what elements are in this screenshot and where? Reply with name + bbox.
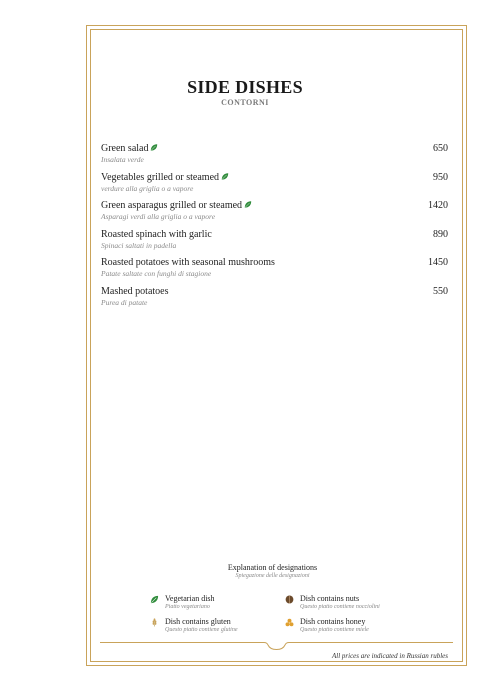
menu-item bbox=[101, 286, 448, 315]
item-price: 950 bbox=[433, 171, 448, 183]
page-subtitle: CONTORNI bbox=[221, 98, 269, 107]
menu-item bbox=[101, 257, 448, 286]
bottom-divider bbox=[100, 642, 453, 650]
legend-label-translation: Piatto vegetariano bbox=[165, 604, 210, 610]
wheat-icon bbox=[150, 618, 159, 627]
item-name: Roasted spinach with garlic bbox=[101, 228, 212, 240]
item-translation: verdure alla griglia o a vapore bbox=[101, 183, 194, 193]
menu-item bbox=[101, 172, 448, 201]
item-price: 890 bbox=[433, 228, 448, 240]
legend-label: Dish contains nuts bbox=[300, 594, 360, 603]
menu-item bbox=[101, 200, 448, 229]
leaf-icon bbox=[150, 595, 159, 604]
prices-note: All prices are indicated in Russian rubles bbox=[331, 652, 448, 660]
nut-icon bbox=[285, 595, 294, 604]
item-name: Green asparagus grilled or steamed bbox=[101, 200, 243, 211]
item-translation: Asparagi verdi alla griglia o a vapore bbox=[101, 212, 216, 221]
item-name: Mashed potatoes bbox=[101, 285, 169, 297]
leaf-icon bbox=[244, 200, 252, 209]
item-name: Green salad bbox=[101, 143, 149, 154]
menu-list bbox=[101, 143, 448, 314]
legend-label: Vegetarian dish bbox=[165, 594, 215, 603]
item-name: Vegetables grilled or steamed bbox=[101, 171, 220, 183]
legend-label: Dish contains gluten bbox=[165, 617, 231, 626]
item-translation: Insalata verde bbox=[101, 155, 144, 164]
item-price: 550 bbox=[433, 285, 448, 297]
page-title: SIDE DISHES bbox=[187, 77, 303, 97]
leaf-icon bbox=[221, 172, 229, 181]
legend-label: Dish contains honey bbox=[300, 617, 366, 626]
menu-item bbox=[101, 143, 448, 172]
honey-icon bbox=[285, 618, 294, 627]
item-price: 1420 bbox=[428, 200, 448, 211]
item-price: 1450 bbox=[428, 257, 448, 268]
legend-subtitle: Spiegazione delle designazioni bbox=[235, 573, 310, 579]
item-price: 650 bbox=[433, 143, 448, 154]
item-translation: Purea di patate bbox=[101, 297, 148, 307]
legend-title: Explanation of designations bbox=[227, 563, 318, 572]
item-name: Roasted potatoes with seasonal mushrooms bbox=[101, 257, 275, 268]
item-translation: Patate saltate con funghi di stagione bbox=[101, 269, 212, 278]
leaf-icon bbox=[150, 143, 158, 152]
item-translation: Spinaci saltati in padella bbox=[101, 240, 177, 250]
legend-label-translation: Questo piatto contiene glutine bbox=[165, 627, 238, 633]
legend-label-translation: Questo piatto contiene nocciolini bbox=[300, 604, 380, 610]
menu-item bbox=[101, 229, 448, 258]
legend-label-translation: Questo piatto contiene miele bbox=[300, 627, 369, 633]
